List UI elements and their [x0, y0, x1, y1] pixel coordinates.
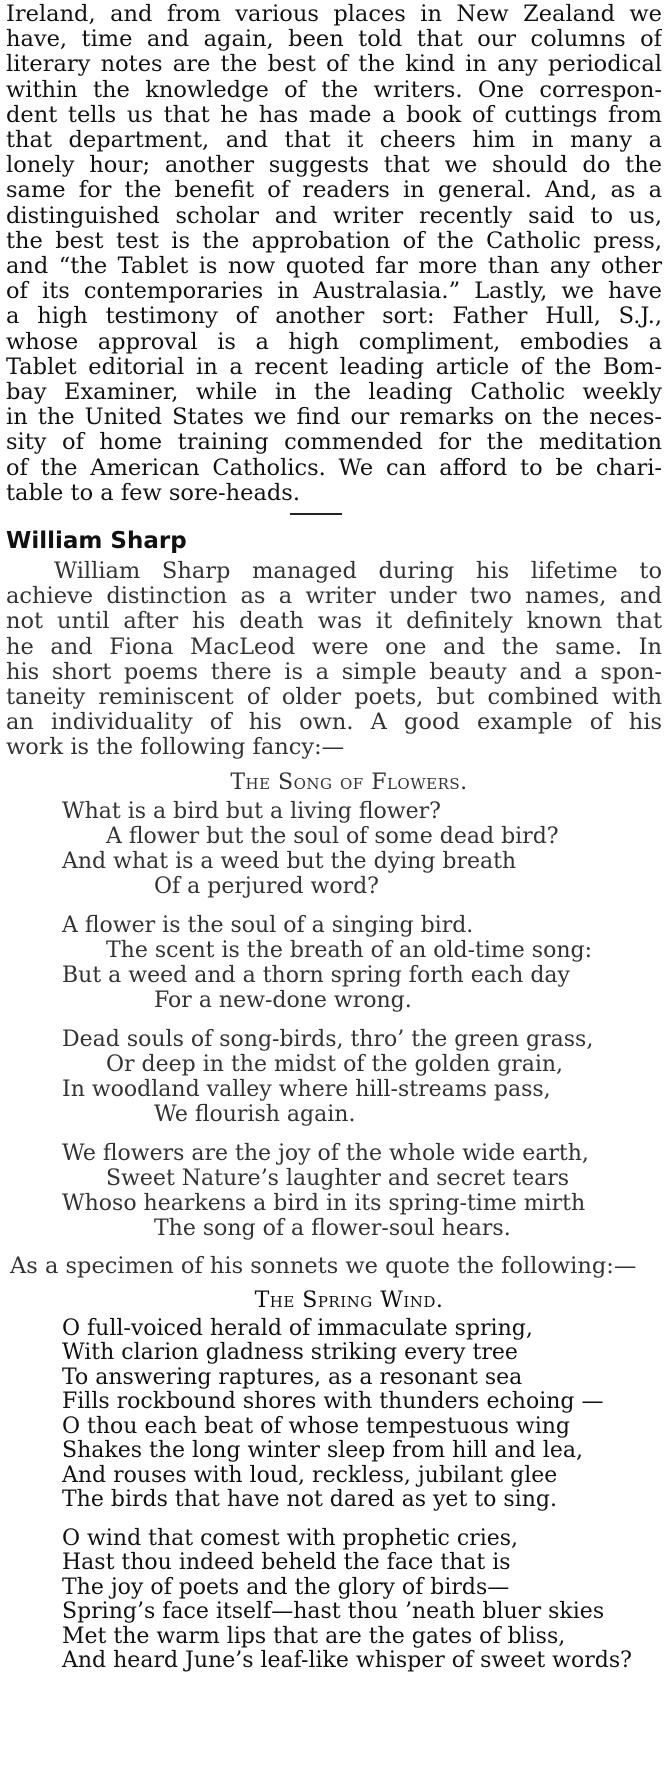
- poem-line: What is a bird but a living flower?: [62, 798, 441, 824]
- poem-line: The joy of poets and the glory of birds—: [62, 1574, 510, 1600]
- poem-line: Spring’s face itself—hast thou ’neath bluer skies: [62, 1599, 605, 1625]
- paragraph-line: work is the following fancy:—: [6, 735, 345, 761]
- poem-line: O wind that comest with prophetic cries,: [62, 1525, 519, 1551]
- paragraph-line: an individuality of his own. A good example of his: [6, 710, 662, 736]
- poem-stanza: [6, 913, 662, 1013]
- poem-stanza: [6, 1527, 662, 1674]
- poem-line: The scent is the breath of an old-time song:: [106, 937, 592, 963]
- poem-line: We flowers are the joy of the whole wide earth,: [62, 1140, 589, 1166]
- poem-line: Shakes the long winter sleep from hill and lea,: [62, 1438, 583, 1464]
- poem-line: Whoso hearkens a bird in its spring-time mirth: [62, 1190, 586, 1216]
- paragraph-line: lonely hour; another suggests that we should do the: [6, 153, 662, 179]
- paragraph-line: the best test is the approbation of the Catholic press,: [6, 228, 662, 254]
- poem-stanza: [6, 1027, 662, 1127]
- poem-line: Or deep in the midst of the golden grain,: [106, 1051, 564, 1077]
- paragraph-line: dent tells us that he has made a book of cuttings from: [6, 102, 662, 128]
- poem-line: Met the warm lips that are the gates of bliss,: [62, 1623, 566, 1649]
- paragraph-line: have, time and again, been told that our columns of: [6, 27, 662, 53]
- paragraph-line: distinguished scholar and writer recently said to us,: [6, 203, 662, 229]
- paragraph-line: whose approval is a high compliment, embodies a: [6, 329, 662, 355]
- poem-line: Of a perjured word?: [154, 873, 379, 899]
- poem-line: To answering raptures, as a resonant sea: [62, 1364, 523, 1390]
- poem-line: In woodland valley where hill-streams pass,: [62, 1076, 551, 1102]
- paragraph-line: not until after his death was it definitely known that: [6, 609, 662, 635]
- paragraph-line: achieve distinction as a writer under two names, and: [6, 584, 662, 610]
- paragraph-line: of its contemporaries in Australasia.” Lastly, we have: [6, 279, 662, 305]
- poem-line: A flower but the soul of some dead bird?: [106, 823, 559, 849]
- poem-stanza: [6, 1141, 662, 1241]
- paragraph-line: of the American Catholics. We can afford to be chari-: [6, 455, 662, 481]
- section-divider: [290, 513, 342, 515]
- poem-line: The birds that have not dared as yet to sing.: [62, 1487, 557, 1513]
- specimen-intro: As a specimen of his sonnets we quote the following:—: [10, 1252, 637, 1279]
- poem-song-of-flowers: [6, 799, 662, 1241]
- paragraph-line: literary notes are the best of the kind in any periodical: [6, 52, 662, 78]
- section-heading: William Sharp: [6, 528, 187, 555]
- paragraph-line: same for the benefit of readers in general. And, as a: [6, 178, 662, 204]
- poem-line: And heard June’s leaf-like whisper of sweet words?: [62, 1648, 632, 1674]
- poem-title: The Spring Wind.: [254, 1287, 444, 1313]
- paragraph-line: he and Fiona MacLeod were one and the same. In: [6, 634, 662, 660]
- paragraph-line: and “the Tablet is now quoted far more than any other: [6, 254, 662, 280]
- paragraph-line: that department, and that it cheers him in many a: [6, 128, 662, 154]
- paragraph-line: taneity reminiscent of older poets, but combined with: [6, 685, 662, 711]
- poem-line: A flower is the soul of a singing bird.: [62, 912, 474, 938]
- poem-stanza: [6, 1317, 662, 1513]
- poem-line: The song of a flower-soul hears.: [154, 1215, 511, 1241]
- poem-line: And rouses with loud, reckless, jubilant glee: [62, 1462, 558, 1488]
- poem-line: Hast thou indeed beheld the face that is: [62, 1550, 511, 1576]
- poem-line: O full-voiced herald of immaculate spring,: [62, 1315, 533, 1341]
- poem-line: Fills rockbound shores with thunders echoing —: [62, 1389, 604, 1415]
- paragraph-line: sity of home training commended for the meditation: [6, 430, 662, 456]
- poem-stanza: [6, 799, 662, 899]
- newspaper-page: [0, 2, 672, 1769]
- intro-paragraph: [6, 2, 662, 506]
- paragraph-line: in the United States we find our remarks on the neces-: [6, 405, 662, 431]
- paragraph-line: Ireland, and from various places in New Zealand we: [6, 2, 662, 27]
- poem-title: The Song of Flowers.: [230, 769, 468, 795]
- paragraph-line: Tablet editorial in a recent leading article of the Bom-: [6, 354, 662, 380]
- poem-line: And what is a weed but the dying breath: [62, 848, 517, 874]
- paragraph-line: his short poems there is a simple beauty and a spon-: [6, 659, 662, 685]
- paragraph-line: William Sharp managed during his lifetime to: [54, 559, 662, 585]
- paragraph-line: a high testimony of another sort: Father Hull, S.J.,: [6, 304, 662, 330]
- sharp-paragraph: [6, 559, 662, 761]
- paragraph-line: bay Examiner, while in the leading Catholic weekly: [6, 380, 662, 406]
- poem-line: With clarion gladness striking every tree: [62, 1340, 518, 1366]
- paragraph-line: table to a few sore-heads.: [6, 480, 300, 506]
- paragraph-line: within the knowledge of the writers. One correspon-: [6, 77, 662, 103]
- poem-line: Sweet Nature’s laughter and secret tears: [106, 1165, 570, 1191]
- poem-spring-wind: [6, 1317, 662, 1674]
- poem-line: We flourish again.: [154, 1101, 356, 1127]
- poem-line: Dead souls of song-birds, thro’ the green grass,: [62, 1026, 594, 1052]
- poem-line: For a new-done wrong.: [154, 987, 412, 1013]
- poem-line: O thou each beat of whose tempestuous wing: [62, 1413, 570, 1439]
- poem-line: But a weed and a thorn spring forth each day: [62, 962, 570, 988]
